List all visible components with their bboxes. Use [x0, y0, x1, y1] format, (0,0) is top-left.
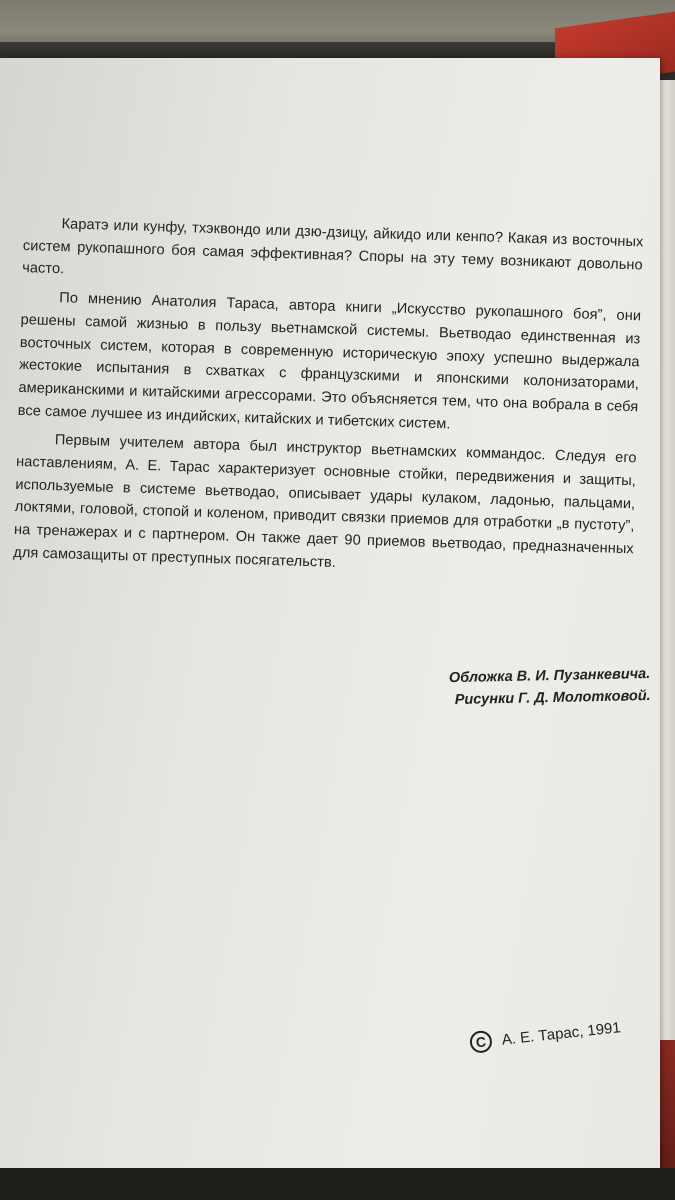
- drawings-credit: Рисунки Г. Д. Молотковой.: [454, 687, 651, 709]
- paragraph-1: Каратэ или кунфу, тхэквондо или дзю-дзицу, айкидо или кенпо? Какая из восточных систем рукопашного боя самая эффективная? Споры на эту тему возникают довольно часто.: [21, 216, 644, 278]
- bottom-shadow: [0, 1168, 675, 1200]
- paragraph-3: Первым учителем автора был инструктор вьетнамских коммандос. Следуя его наставлениям, А. Е. Тарас характеризует основные стойки, передвижения и защиты, используемые в системе вьетводао, описывает удары кулаком, ладонью, пальцами, локтями, головой, стопой и коленом, приводит связки приемов для отработки „в пустоту”, на тренажерах и с партнером. Он также дает 90 приемов вьетводао, предназначенных для самозащиты от преступных посягательств.: [13, 432, 637, 571]
- annotation-text: [13, 212, 644, 590]
- cover-credit: Обложка В. И. Пузанкевича.: [448, 665, 651, 687]
- credits-block: [410, 663, 651, 712]
- copyright-icon: C: [469, 1030, 493, 1054]
- copyright-text: А. Е. Тарас, 1991: [500, 1018, 622, 1049]
- paragraph-2: По мнению Анатолия Тараса, автора книги „Искусство рукопашного боя”, они решены самой жизнью в пользу вьетнамской системы. Вьетводао единственная из восточных систем, которая в современную историческую эпоху успешно выдержала жестокие испытания в схватках с французскими и японскими колонизаторами, американскими и китайскими агрессорами. Это объясняется тем, что она вобрала в себя все самое лучшее из индийских, китайских и тибетских систем.: [17, 290, 642, 433]
